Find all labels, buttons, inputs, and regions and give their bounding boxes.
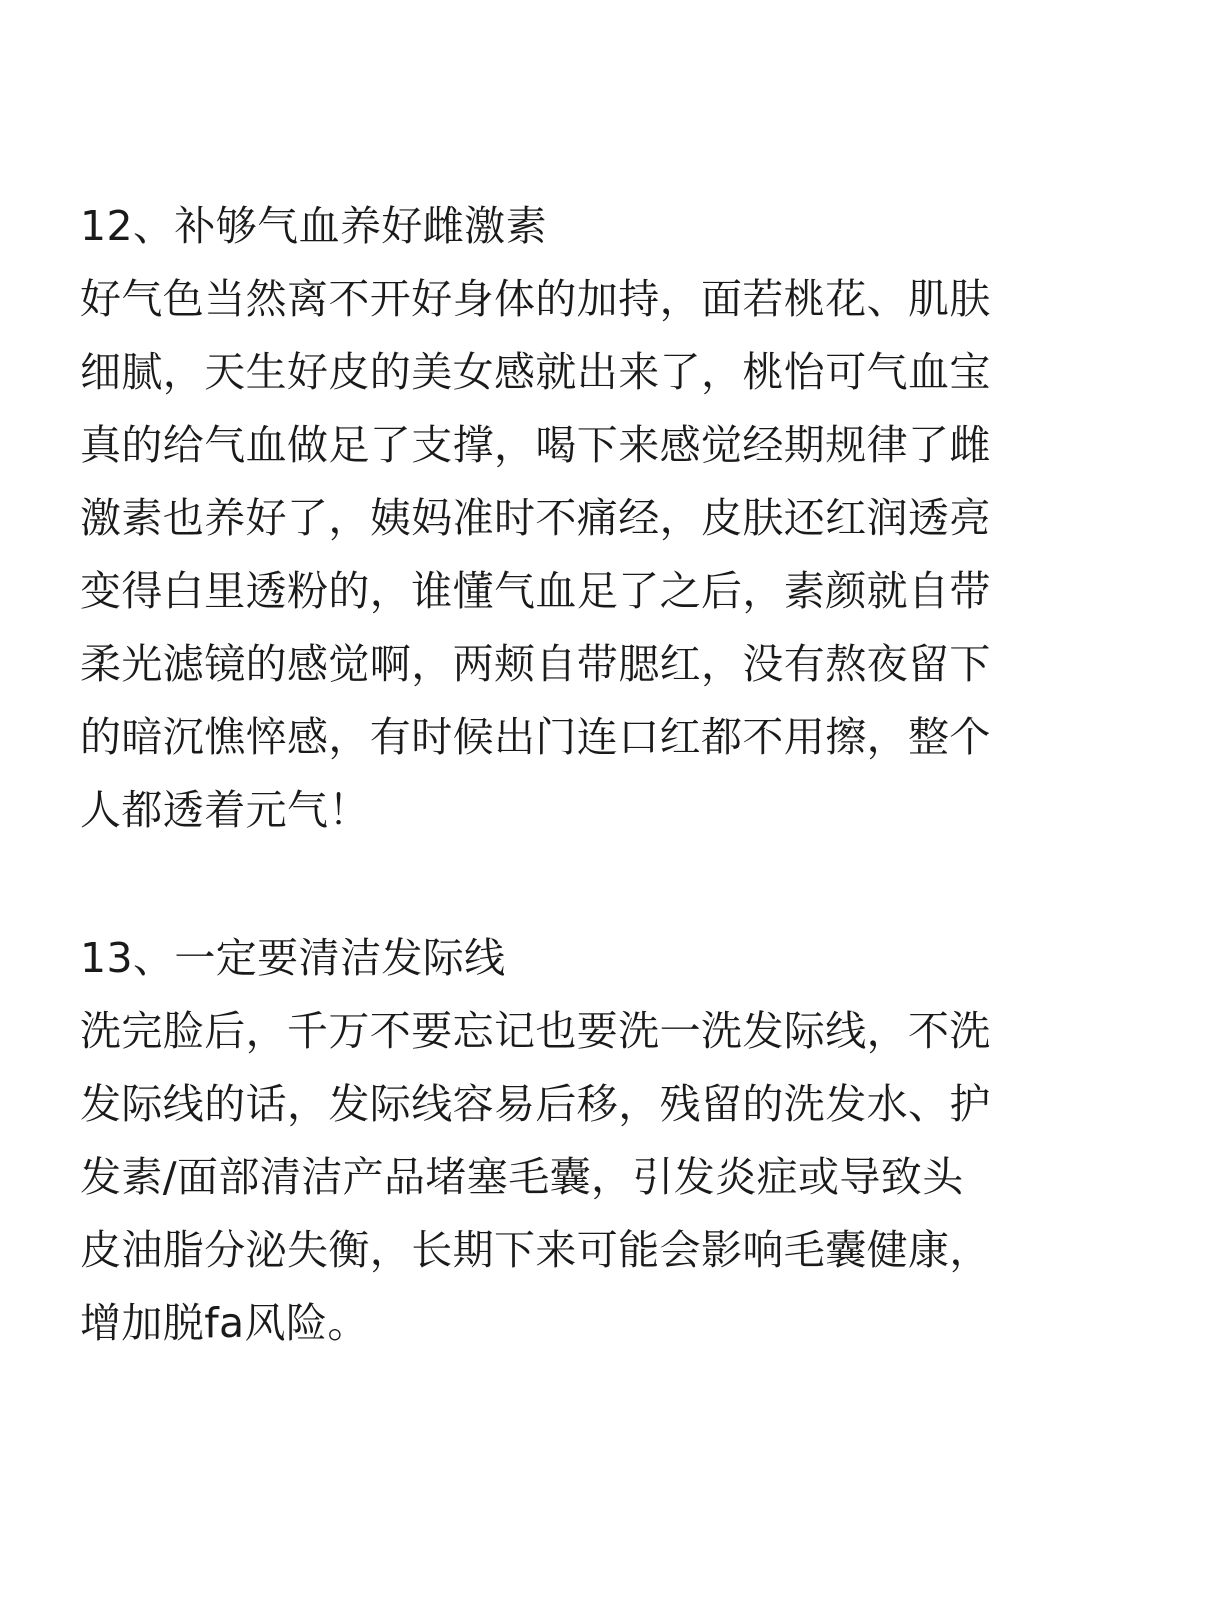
paragraph-line: 真的给气血做足了支撑，喝下来感觉经期规律了雌 xyxy=(80,421,991,469)
paragraph-line: 人都透着元气！ xyxy=(80,786,370,834)
paragraph-line: 发际线的话，发际线容易后移，残留的洗发水、护 xyxy=(80,1080,991,1128)
paragraph-line: 增加脱fa风险。 xyxy=(80,1299,369,1347)
section-12 xyxy=(80,190,1140,847)
paragraph-line: 柔光滤镜的感觉啊，两颊自带腮红，没有熬夜留下 xyxy=(80,640,991,688)
paragraph-line: 变得白里透粉的，谁懂气血足了之后，素颜就自带 xyxy=(80,567,991,615)
paragraph-line: 洗完脸后，千万不要忘记也要洗一洗发际线，不洗 xyxy=(80,1007,991,1055)
paragraph-line: 的暗沉憔悴感，有时候出门连口红都不用擦，整个 xyxy=(80,713,991,761)
paragraph-line: 好气色当然离不开好身体的加持，面若桃花、肌肤 xyxy=(80,275,991,323)
paragraph-line: 细腻，天生好皮的美女感就出来了，桃怡可气血宝 xyxy=(80,348,991,396)
paragraph-line: 发素/面部清洁产品堵塞毛囊，引发炎症或导致头 xyxy=(80,1153,964,1201)
section-heading: 13、一定要清洁发际线 xyxy=(80,934,506,982)
section-13 xyxy=(80,922,1140,1360)
paragraph-line: 激素也养好了，姨妈准时不痛经，皮肤还红润透亮 xyxy=(80,494,991,542)
section-heading: 12、补够气血养好雌激素 xyxy=(80,202,547,250)
paragraph-line: 皮油脂分泌失衡，长期下来可能会影响毛囊健康， xyxy=(80,1226,991,1274)
